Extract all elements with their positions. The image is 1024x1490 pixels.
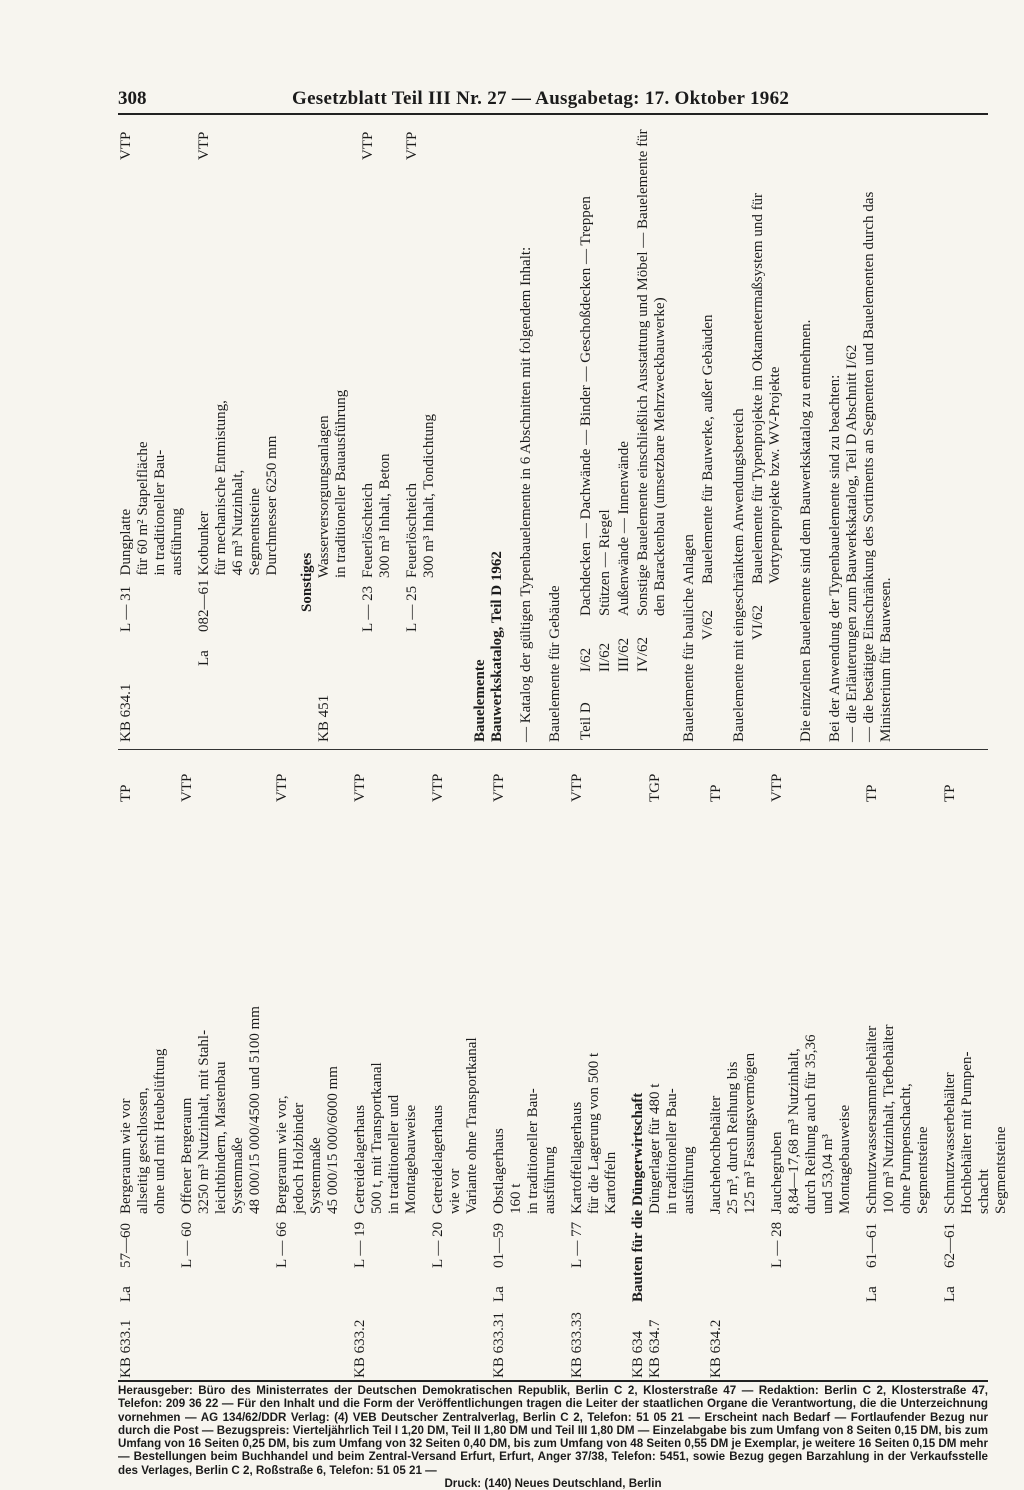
description-line: 48 000/15 000/4500 und 5100 mm (247, 1006, 263, 1214)
kb-cell (360, 666, 394, 742)
imprint-druck: Druck: (140) Neues Deutschland, Berlin (444, 1477, 662, 1490)
la-cell (352, 1268, 420, 1302)
row-spacer (281, 116, 291, 742)
kb-cell (179, 1302, 264, 1378)
type-cell (316, 116, 350, 160)
row-spacer (759, 758, 769, 1378)
type-cell: VTP (491, 773, 507, 802)
type-cell: VTP (118, 131, 134, 160)
kb-cell: KB 633.31 (491, 1312, 507, 1378)
description-line: Offener Bergeraum (179, 1097, 195, 1214)
page-header (118, 82, 988, 112)
description-line: Getreidelagerhaus (430, 1104, 446, 1214)
description-line: leichtbindern, Mastenbau (213, 1061, 229, 1214)
bauliche-table (698, 307, 719, 742)
description-line: Kartoffeln (603, 1151, 619, 1214)
eingeschraenkt-table (748, 116, 786, 742)
row-spacer (698, 758, 708, 1378)
description-cell (491, 802, 559, 1214)
description-line: Kotbunker (196, 511, 212, 576)
row-spacer (438, 116, 448, 742)
teil-d-code: IV/62 (635, 637, 651, 672)
description-line: 300 m³ Inhalt, Beton (377, 453, 393, 578)
teil-d-code: III/62 (616, 637, 632, 672)
table-row (569, 758, 620, 1378)
description-line: Segmentsteine (993, 1126, 1009, 1214)
row-spacer (481, 758, 491, 1378)
table-row (864, 758, 932, 1378)
description-cell (118, 160, 186, 576)
table-row (404, 116, 438, 742)
la-cell (316, 632, 350, 666)
la-cell (118, 632, 186, 666)
description-line: Jauchegruben (769, 1131, 785, 1214)
kb-cell: KB 634.2 (708, 1319, 724, 1378)
description-line: Düngerlager für 480 t (647, 1083, 663, 1214)
la-cell: La (118, 1286, 134, 1302)
table-row (316, 116, 350, 742)
la-cell (430, 1268, 481, 1302)
gebaeude-label: Bauelemente für Gebäude (547, 585, 563, 742)
description-line: allseitig geschlossen, (135, 1087, 151, 1214)
number-cell: 01—59 (491, 1223, 507, 1268)
bauliche-code: V/62 (700, 610, 716, 640)
number-cell: 61—61 (864, 1223, 880, 1268)
description-line: und 53,04 m³ (820, 1134, 836, 1214)
description-line: in traditioneller Bauausführung (333, 389, 349, 578)
kb-cell: KB 633.33 (569, 1312, 585, 1378)
type-cell: VTP (360, 131, 376, 160)
description-line: schacht (976, 1169, 992, 1214)
table-row (274, 758, 342, 1378)
type-cell: VTP (430, 773, 446, 802)
description-cell (118, 802, 169, 1214)
catalog-table-right (118, 116, 291, 742)
description-line: 160 t (508, 1183, 524, 1214)
teil-d-label: Teil D (578, 702, 594, 740)
table-row (942, 758, 1010, 1378)
description-cell (769, 802, 854, 1214)
description-line: Systemmaße (230, 1137, 246, 1214)
description-line: 25 m³, durch Reihung bis (725, 1061, 741, 1214)
description-line: Segmentsteine (247, 488, 263, 576)
description-line: durch Reihung auch für 35,36 (803, 1034, 819, 1214)
description-cell (360, 160, 394, 578)
la-cell (274, 1268, 342, 1302)
page-number: 308 (118, 88, 147, 109)
description-line: Wasserversorgungsanlagen (316, 415, 332, 578)
description-line: Dungplatte (118, 508, 134, 576)
row-spacer (394, 116, 404, 742)
description-line: Hochbehälter mit Pumpen- (959, 1051, 975, 1214)
table-row (196, 116, 281, 742)
la-cell: La (942, 1286, 958, 1302)
number-cell (647, 1214, 698, 1268)
description-line: 3250 m³ Nutzinhalt, mit Stahl- (196, 1029, 212, 1214)
description-line: Montagebauweise (403, 1104, 419, 1214)
column-divider (118, 749, 988, 750)
number-cell: 082—61 (196, 579, 212, 632)
description-line: Bergeraum wie vor (118, 1098, 134, 1214)
kb-cell (942, 1302, 1010, 1378)
table-row (179, 758, 264, 1378)
description-line: 46 m³ Nutzinhalt, (230, 469, 246, 576)
description-line: Montagebauweise (837, 1104, 853, 1214)
description-line: Feuerlöschteich (360, 483, 376, 578)
page-title: Gesetzblatt Teil III Nr. 27 — Ausgabetag: 17. Oktober 1962 (292, 88, 790, 109)
kb-cell (274, 1302, 342, 1378)
description-line: jedoch Holzbinder (291, 1102, 307, 1214)
description-cell (647, 802, 698, 1214)
section-row (630, 758, 647, 1378)
table-row (769, 758, 854, 1378)
row-spacer (186, 116, 196, 742)
teil-d-label (616, 674, 633, 740)
number-cell: L — 28 (769, 1221, 785, 1268)
description-line: ausführung (681, 1146, 697, 1214)
row-spacer (350, 116, 360, 742)
description-cell (179, 802, 264, 1214)
eingeschraenkt-text: Bauelemente für Typenprojekte im Oktametermaßsystem und für Vortypenprojekte bzw. WV-Projekte (750, 192, 783, 584)
teil-d-row (635, 118, 669, 740)
description-line: ohne Pumpenschacht, (898, 1083, 914, 1214)
table-row (352, 758, 420, 1378)
row-spacer (559, 758, 569, 1378)
description-line: ohne und mit Heubelüftung (152, 1048, 168, 1214)
row-spacer (342, 758, 352, 1378)
la-cell (569, 1268, 620, 1302)
type-cell: VTP (179, 773, 195, 802)
number-cell: L — 25 (404, 585, 420, 632)
la-cell (708, 1268, 759, 1302)
imprint-rule (118, 1380, 988, 1382)
bullet-1: — die Erläuterungen zum Bauwerkskatalog, Teil D Abschnitt I/62 (844, 344, 860, 742)
la-cell: La (196, 650, 212, 666)
katalog-text: — Katalog der gültigen Typenbauelemente in 6 Abschnitten mit folgendem Inhalt: (518, 246, 534, 742)
table-row (708, 758, 759, 1378)
number-cell: 57—60 (118, 1223, 134, 1268)
rotated-content (118, 116, 1009, 1378)
type-cell: VTP (274, 773, 290, 802)
teil-d-code: II/62 (597, 642, 613, 672)
description-cell (864, 802, 932, 1214)
kb-cell: KB 633.1 (118, 1319, 134, 1378)
left-column (118, 758, 1009, 1378)
row-spacer (1010, 758, 1020, 1378)
number-cell: L — 20 (430, 1221, 446, 1268)
table-row (360, 116, 394, 742)
teil-d-text: Dachdecken — Dachwände — Binder — Geschoßdecken — Treppen (578, 196, 594, 616)
description-line: in traditioneller Bau- (152, 449, 168, 576)
number-cell: L — 66 (274, 1221, 290, 1268)
kb-cell (864, 1302, 932, 1378)
table-row (118, 758, 169, 1378)
description-cell (569, 802, 620, 1214)
description-line: 125 m³ Fassungsvermögen (742, 1052, 758, 1214)
teil-d-row (616, 118, 633, 740)
description-cell (316, 160, 350, 578)
description-cell (708, 802, 759, 1214)
kb-cell: KB 633.2 (352, 1319, 368, 1378)
bauelemente-heading-2: Bauwerkskatalog, Teil D 1962 (489, 551, 505, 742)
teil-d-table (576, 116, 671, 742)
description-line: für die Lagerung von 500 t (586, 1052, 602, 1214)
number-cell: L — 23 (360, 585, 376, 632)
imprint (118, 1384, 988, 1490)
la-cell: La (491, 1286, 507, 1302)
kb-cell: KB 451 (316, 694, 332, 742)
description-line: für mechanische Entmistung, (213, 400, 229, 576)
description-line: 8,84—17,68 m³ Nutzinhalt, (786, 1048, 802, 1214)
la-cell (404, 632, 438, 666)
teil-d-text: Außenwände — Innenwände (616, 441, 632, 616)
type-cell: VTP (352, 773, 368, 802)
row-spacer (420, 758, 430, 1378)
bauliche-text: Bauelemente für Bauwerke, außer Gebäuden (700, 314, 716, 584)
eingeschraenkt-label: Bauelemente mit eingeschränktem Anwendungsbereich (731, 408, 747, 742)
teil-d-code: I/62 (578, 647, 594, 672)
number-cell (708, 1214, 759, 1268)
description-line: 300 m³ Inhalt, Tondichtung (421, 414, 437, 578)
table-row (491, 758, 559, 1378)
bullet-2: — die bestätigte Einschränkung des Sortiments an Segmenten und Bauelementen durch das Ministerium für Bauwesen. (861, 191, 894, 742)
description-line: Kartoffellagerhaus (569, 1101, 585, 1214)
type-cell: VTP (404, 131, 420, 160)
description-line: Schmutzwassersammelbehälter (864, 1025, 880, 1214)
description-line: in traditioneller Bau- (525, 1088, 541, 1214)
description-line: wie vor (447, 1168, 463, 1214)
number-cell: L — 60 (179, 1221, 195, 1268)
la-cell (360, 632, 394, 666)
description-line: Jauchehochbehälter (708, 1095, 724, 1214)
table-row (647, 758, 698, 1378)
section-title: Bauten für die Düngerwirtschaft (630, 1092, 646, 1302)
description-line: in traditioneller und (386, 1094, 402, 1214)
description-line: Getreidelagerhaus (352, 1104, 368, 1214)
table-row (430, 758, 481, 1378)
teil-d-label (597, 674, 614, 740)
catalog-table-left (118, 758, 1020, 1378)
description-line: Bergeraum wie vor, (274, 1095, 290, 1214)
table-row (118, 116, 186, 742)
number-cell: L — 31 (118, 585, 134, 632)
kb-cell (196, 666, 281, 742)
description-line: 100 m³ Nutzinhalt, Tiefbehälter (881, 1024, 897, 1214)
la-cell (179, 1268, 264, 1302)
anwendung-text: Bei der Anwendung der Typenbauelemente sind zu beachten: (827, 374, 843, 742)
sonstiges-heading: Sonstiges (299, 552, 315, 612)
kb-cell: KB 634.1 (118, 683, 134, 742)
type-cell: VTP (196, 131, 212, 160)
row-spacer (932, 758, 942, 1378)
description-line: für 60 m² Stapelfläche (135, 441, 151, 576)
description-line: in traditioneller Bau- (664, 1088, 680, 1214)
description-line: 45 000/15 000/6000 mm (325, 1066, 341, 1214)
number-cell (316, 578, 350, 632)
teil-d-text: Stützen — Riegel (597, 509, 613, 616)
description-line: ausführung (169, 508, 185, 576)
description-line: ausführung (542, 1146, 558, 1214)
type-cell: TGP (647, 773, 663, 802)
row-spacer (854, 758, 864, 1378)
imprint-text: Herausgeber: Büro des Ministerrates der Deutschen Demokratischen Republik, Berlin C 2, Klosterstraße 47 — Redaktion: Berlin C 2, Klosterstraße 47, Telefon: 209 36 22 — Für den Inhalt und die Form der Veröffentlichungen tragen die Leiter der staatlichen Organe die Verantwortung, die die Unterzeichnung vornehmen — AG 134/62/DDR Verlag: (4) VEB Deutscher Zentralverlag, Berlin C 2, Telefon: 51 05 21 — Erscheint nach Bedarf — Fortlaufender Bezug nur durch die Post — Bezugspreis: Vierteljährlich Teil I 1,20 DM, Teil II 1,80 DM und Teil III 1,80 DM — Einzelabgabe bis zum Umfang von 8 Seiten 0,15 DM, bis zum Umfang von 16 Seiten 0,25 DM, bis zum Umfang von 32 Seiten 0,40 DM, bis zum Umfang von 48 Seiten 0,55 DM je Exemplar, je weitere 16 Seiten 0,15 DM mehr — Bestellungen beim Buchhandel und beim Zentral-Versand Erfurt, Erfurt, Anger 37/38, Telefon: 5451, sowie Bezug gegen Barzahlung in der Verkaufsstelle des Verlages, Berlin C 2, Roßstraße 6, Telefon: 51 05 21 — (118, 1384, 988, 1477)
kb-cell (430, 1302, 481, 1378)
description-line: Obstlagerhaus (491, 1128, 507, 1214)
number-cell: 62—61 (942, 1223, 958, 1268)
type-cell: VTP (769, 773, 785, 802)
la-cell (769, 1268, 854, 1302)
einzelnen-text: Die einzelnen Bauelemente sind dem Bauwerkskatalog zu entnehmen. (798, 319, 814, 742)
row-spacer (620, 758, 630, 1378)
eingeschraenkt-code: VI/62 (750, 605, 766, 640)
description-line: Durchmesser 6250 mm (264, 435, 280, 576)
row-spacer (169, 758, 179, 1378)
description-cell (942, 802, 1010, 1214)
type-cell: TP (864, 784, 880, 802)
description-cell (274, 802, 342, 1214)
row-spacer (264, 758, 274, 1378)
header-rule (118, 113, 988, 115)
teil-d-row (597, 118, 614, 740)
description-cell (352, 802, 420, 1214)
catalog-table-sonstiges (316, 116, 448, 742)
description-cell (430, 802, 481, 1214)
description-line: Systemmaße (308, 1137, 324, 1214)
right-column (118, 116, 988, 742)
description-line: Variante ohne Transportkanal (464, 1037, 480, 1214)
section-kb: KB 634 (630, 1330, 646, 1378)
description-line: Feuerlöschteich (404, 483, 420, 578)
description-line: 500 t, mit Transportkanal (369, 1062, 385, 1214)
description-line: Segmentsteine (915, 1126, 931, 1214)
bauliche-label: Bauelemente für bauliche Anlagen (681, 534, 697, 742)
kb-cell: KB 634.7 (647, 1319, 663, 1378)
description-cell (404, 160, 438, 578)
description-line: Schmutzwasserbehälter (942, 1072, 958, 1214)
la-cell: La (864, 1286, 880, 1302)
number-cell: L — 19 (352, 1221, 368, 1268)
teil-d-label (635, 674, 669, 740)
teil-d-text: Sonstige Bauelemente einschließlich Ausstattung und Möbel — Bauelemente für den Barackenbau (umsetzbare Mehrzweckbauwerke) (635, 129, 668, 616)
teil-d-row (578, 118, 595, 740)
kb-cell (769, 1302, 854, 1378)
la-cell (647, 1268, 698, 1302)
kb-cell (404, 666, 438, 742)
rotated-body (118, 116, 1009, 1378)
type-cell: TP (708, 784, 724, 802)
type-cell: TP (118, 784, 134, 802)
description-cell (196, 160, 281, 576)
number-cell: L — 77 (569, 1221, 585, 1268)
type-cell: VTP (569, 773, 585, 802)
bauelemente-heading-1: Bauelemente (472, 659, 488, 742)
type-cell: TP (942, 784, 958, 802)
